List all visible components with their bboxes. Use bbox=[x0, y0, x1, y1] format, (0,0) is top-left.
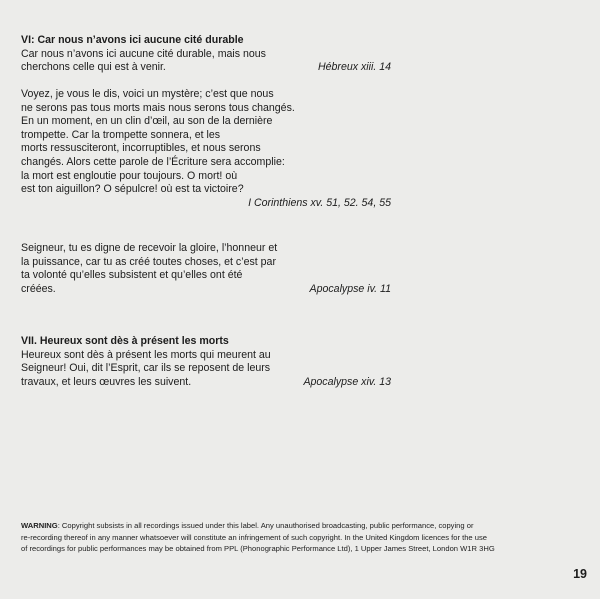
passage-line: changés. Alors cette parole de l’Écriture sera accomplie: bbox=[21, 155, 285, 168]
section-vi bbox=[21, 34, 391, 75]
section-vii-line: Seigneur! Oui, dit l’Esprit, car ils se reposent de leurs bbox=[21, 362, 271, 375]
warning-text: : Copyright subsists in all recordings issued under this label. Any unauthorised broadcasting, public performance, copying or bbox=[57, 521, 474, 530]
section-vii bbox=[21, 335, 391, 389]
section-vi-reference: Hébreux xiii. 14 bbox=[317, 61, 391, 74]
passage-line: ne serons pas tous morts mais nous serons tous changés. bbox=[21, 101, 295, 114]
warning-line: re-recording thereof in any manner whatsoever will constitute an infringement of such copyright. In the United Kingdom licences for the use bbox=[21, 532, 487, 542]
section-vii-line: Heureux sont dès à présent les morts qui meurent au bbox=[21, 348, 271, 361]
warning-line bbox=[21, 520, 581, 532]
passage-line: la puissance, car tu as créé toutes choses, et c’est par bbox=[21, 255, 276, 268]
passage-line: ta volonté qu’elles subsistent et qu’elles ont été bbox=[21, 269, 243, 282]
passage-line: Seigneur, tu es digne de recevoir la gloire, l’honneur et bbox=[21, 242, 278, 254]
warning-line: of recordings for public performances may be obtained from PPL (Phonographic Performance Ltd), 1 Upper James Street, London W1R 3HG bbox=[21, 544, 495, 554]
passage-line: la mort est engloutie pour toujours. O mort! où bbox=[21, 169, 238, 182]
passage-line-text: créées. bbox=[21, 282, 56, 295]
section-vi-line bbox=[21, 61, 391, 75]
passage-line: En un moment, en un clin d’œil, au son de la dernière bbox=[21, 115, 273, 128]
passage-apocalypse bbox=[21, 242, 391, 296]
passage-line: trompette. Car la trompette sonnera, et les bbox=[21, 128, 221, 141]
page-number: 19 bbox=[573, 567, 587, 581]
section-vii-reference: Apocalypse xiv. 13 bbox=[303, 375, 391, 388]
passage-corinthians-reference: I Corinthiens xv. 51, 52. 54, 55 bbox=[248, 196, 391, 209]
copyright-warning bbox=[21, 520, 581, 555]
passage-line: est ton aiguillon? O sépulcre! où est ta victoire? bbox=[21, 183, 244, 196]
passage-line: Voyez, je vous le dis, voici un mystère; c’est que nous bbox=[21, 88, 274, 100]
passage-apocalypse-reference: Apocalypse iv. 11 bbox=[309, 282, 391, 295]
passage-corinthians bbox=[21, 88, 391, 210]
section-vii-line-text: travaux, et leurs œuvres les suivent. bbox=[21, 375, 192, 388]
passage-line bbox=[21, 283, 391, 297]
warning-label: WARNING bbox=[21, 521, 58, 530]
section-vi-line-text: cherchons celle qui est à venir. bbox=[21, 61, 166, 74]
section-vii-heading: VII. Heureux sont dès à présent les morts bbox=[21, 335, 229, 347]
section-vi-heading: VI: Car nous n’avons ici aucune cité durable bbox=[21, 34, 244, 46]
passage-line: morts ressusciteront, incorruptibles, et nous serons bbox=[21, 142, 261, 155]
section-vii-line bbox=[21, 376, 391, 390]
section-vi-line: Car nous n’avons ici aucune cité durable, mais nous bbox=[21, 47, 266, 60]
